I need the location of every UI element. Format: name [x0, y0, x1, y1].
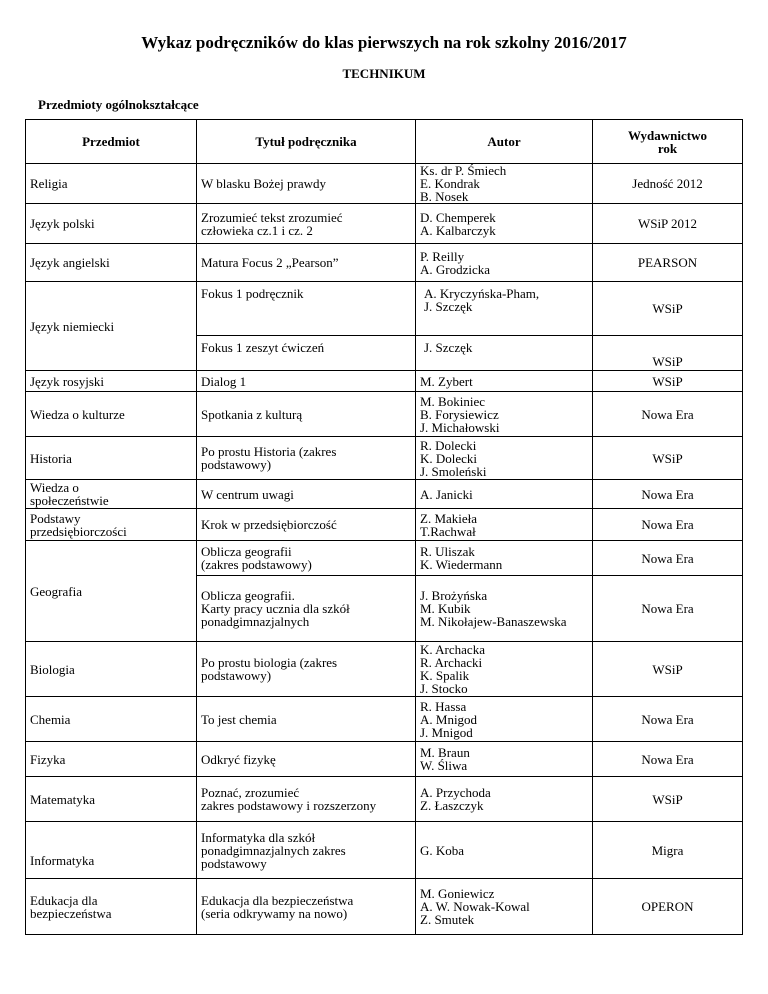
publisher-cell: WSiP [593, 437, 743, 480]
subject-cell: Religia [26, 164, 197, 204]
author-cell: D. Chemperek A. Kalbarczyk [416, 204, 593, 244]
book-title-cell: Odkryć fizykę [197, 742, 416, 777]
book-title-cell: Oblicza geografii (zakres podstawowy) [197, 541, 416, 576]
table-row [26, 480, 743, 509]
table-row [26, 282, 743, 336]
publisher-cell: Migra [593, 822, 743, 879]
subject-cell: Geografia [26, 541, 197, 642]
school-type: TECHNIKUM [342, 66, 426, 81]
book-title-cell: Po prostu biologia (zakres podstawowy) [197, 642, 416, 697]
table-row [26, 777, 743, 822]
subject-cell: Język rosyjski [26, 371, 197, 392]
header-author: Autor [416, 120, 593, 164]
subject-cell: Edukacja dla bezpieczeństwa [26, 879, 197, 935]
subject-cell: Wiedza o kulturze [26, 392, 197, 437]
author-cell: R. Uliszak K. Wiedermann [416, 541, 593, 576]
book-title-cell: Fokus 1 podręcznik [197, 282, 416, 336]
publisher-cell: Nowa Era [593, 697, 743, 742]
book-title-cell: Poznać, zrozumieć zakres podstawowy i rozszerzony [197, 777, 416, 822]
subject-cell: Język angielski [26, 244, 197, 282]
book-title-cell: W centrum uwagi [197, 480, 416, 509]
author-cell: M. Bokiniec B. Forysiewicz J. Michałowski [416, 392, 593, 437]
book-title-cell: Dialog 1 [197, 371, 416, 392]
header-publisher: Wydawnictwo rok [593, 120, 743, 164]
book-title-cell: Edukacja dla bezpieczeństwa (seria odkrywamy na nowo) [197, 879, 416, 935]
subject-cell: Historia [26, 437, 197, 480]
subject-cell: Matematyka [26, 777, 197, 822]
table-row [26, 164, 743, 204]
author-cell: K. Archacka R. Archacki K. Spalik J. Stocko [416, 642, 593, 697]
subject-cell: Wiedza o społeczeństwie [26, 480, 197, 509]
book-title-cell: Fokus 1 zeszyt ćwiczeń [197, 336, 416, 371]
author-cell: P. Reilly A. Grodzicka [416, 244, 593, 282]
book-title-cell: Spotkania z kulturą [197, 392, 416, 437]
section-heading: Przedmioty ogólnokształcące [38, 97, 199, 112]
author-cell: M. Zybert [416, 371, 593, 392]
publisher-cell: PEARSON [593, 244, 743, 282]
author-cell: Ks. dr P. Śmiech E. Kondrak B. Nosek [416, 164, 593, 204]
publisher-cell: Nowa Era [593, 742, 743, 777]
publisher-cell: OPERON [593, 879, 743, 935]
author-cell: M. Braun W. Śliwa [416, 742, 593, 777]
table-row [26, 509, 743, 541]
book-title-cell: Krok w przedsiębiorczość [197, 509, 416, 541]
author-cell: R. Hassa A. Mnigod J. Mnigod [416, 697, 593, 742]
textbook-table [25, 119, 743, 935]
author-cell: G. Koba [416, 822, 593, 879]
publisher-cell: Nowa Era [593, 576, 743, 642]
subject-cell: Język niemiecki [26, 282, 197, 371]
subject-cell: Biologia [26, 642, 197, 697]
table-row [26, 642, 743, 697]
author-cell: A. Kryczyńska-Pham, J. Szczęk [416, 282, 593, 336]
author-cell: A. Przychoda Z. Łaszczyk [416, 777, 593, 822]
page-title: Wykaz podręczników do klas pierwszych na rok szkolny 2016/2017 [141, 33, 627, 52]
author-cell: J. Szczęk [416, 336, 593, 371]
table-row [26, 697, 743, 742]
book-title-cell: Informatyka dla szkół ponadgimnazjalnych zakres podstawowy [197, 822, 416, 879]
subject-cell: Fizyka [26, 742, 197, 777]
subject-cell: Chemia [26, 697, 197, 742]
publisher-cell: Nowa Era [593, 392, 743, 437]
table-row [26, 742, 743, 777]
header-book-title: Tytuł podręcznika [197, 120, 416, 164]
table-row [26, 437, 743, 480]
subject-cell: Język polski [26, 204, 197, 244]
table-row [26, 371, 743, 392]
author-cell: Z. Makieła T.Rachwał [416, 509, 593, 541]
table-row [26, 392, 743, 437]
publisher-cell: WSiP 2012 [593, 204, 743, 244]
subject-cell: Informatyka [26, 822, 197, 879]
author-cell: J. Brożyńska M. Kubik M. Nikołajew-Banaszewska [416, 576, 593, 642]
publisher-cell: Nowa Era [593, 480, 743, 509]
table-row [26, 244, 743, 282]
author-cell: A. Janicki [416, 480, 593, 509]
publisher-cell: WSiP [593, 777, 743, 822]
publisher-cell: WSiP [593, 642, 743, 697]
table-row [26, 204, 743, 244]
table-row [26, 541, 743, 576]
publisher-cell: Jedność 2012 [593, 164, 743, 204]
book-title-cell: Matura Focus 2 „Pearson” [197, 244, 416, 282]
book-title-cell: Po prostu Historia (zakres podstawowy) [197, 437, 416, 480]
book-title-cell: To jest chemia [197, 697, 416, 742]
publisher-cell: Nowa Era [593, 541, 743, 576]
header-subject: Przedmiot [26, 120, 197, 164]
publisher-cell: WSiP [593, 371, 743, 392]
table-header-row [26, 120, 743, 164]
table-row [26, 879, 743, 935]
book-title-cell: Oblicza geografii. Karty pracy ucznia dla szkół ponadgimnazjalnych [197, 576, 416, 642]
table-row [26, 822, 743, 879]
publisher-cell: WSiP [593, 336, 743, 371]
publisher-cell: Nowa Era [593, 509, 743, 541]
subject-cell: Podstawy przedsiębiorczości [26, 509, 197, 541]
author-cell: M. Goniewicz A. W. Nowak-Kowal Z. Smutek [416, 879, 593, 935]
author-cell: R. Dolecki K. Dolecki J. Smoleński [416, 437, 593, 480]
book-title-cell: W blasku Bożej prawdy [197, 164, 416, 204]
publisher-cell: WSiP [593, 282, 743, 336]
book-title-cell: Zrozumieć tekst zrozumieć człowieka cz.1 i cz. 2 [197, 204, 416, 244]
